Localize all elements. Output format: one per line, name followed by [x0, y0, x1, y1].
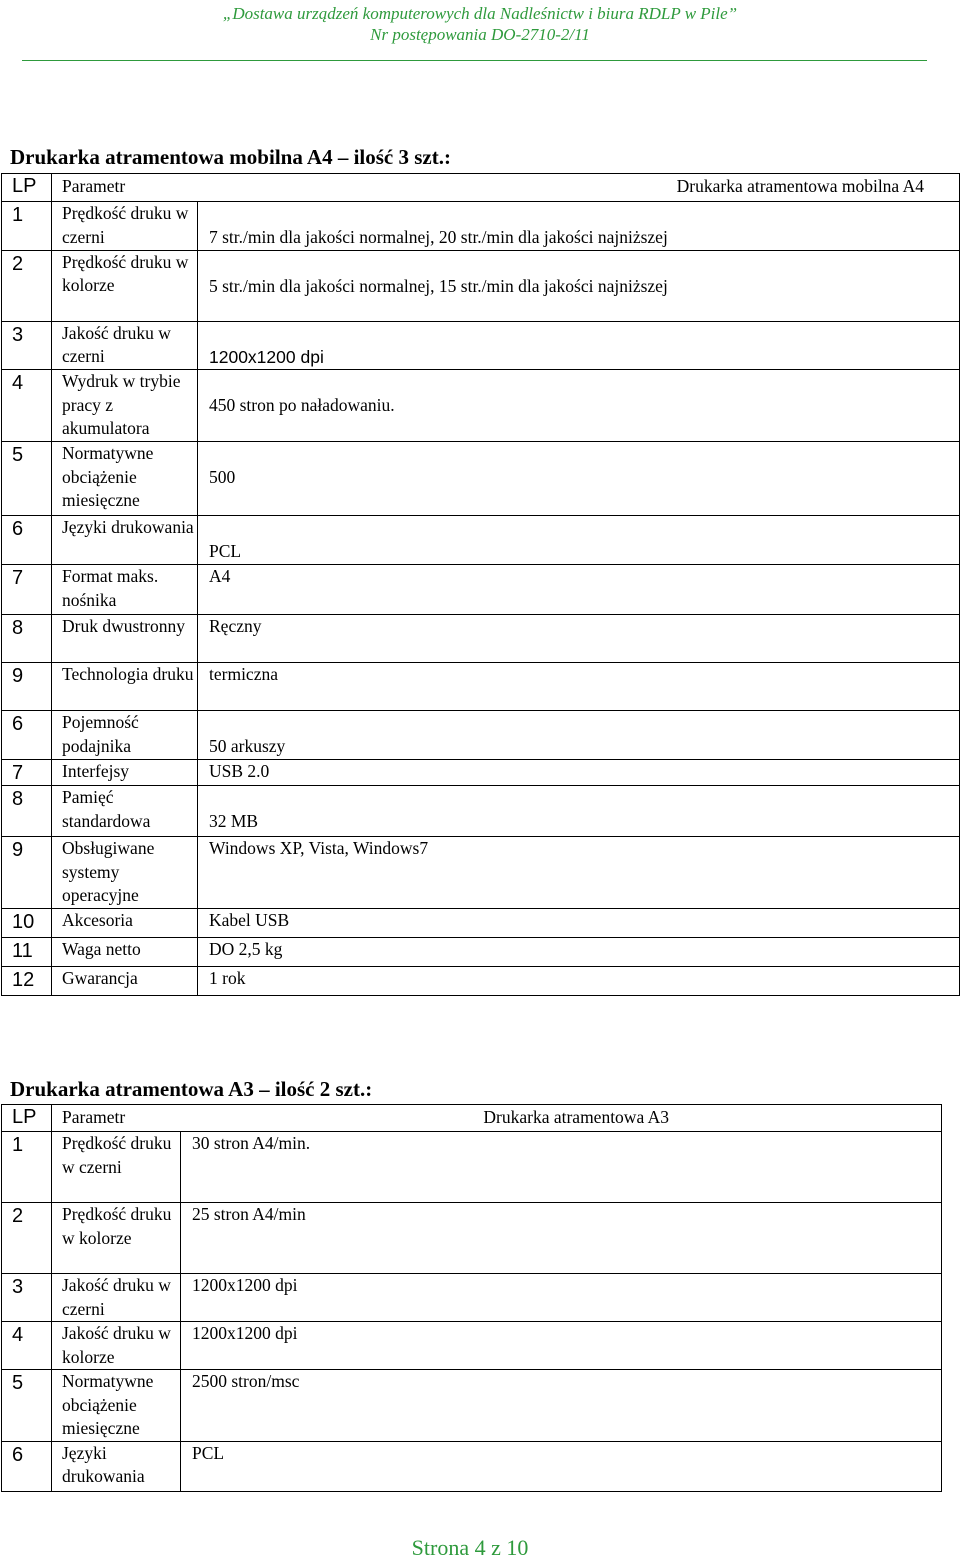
row-param: Prędkość druku w czerni — [52, 202, 198, 251]
row-lp: 8 — [2, 786, 52, 837]
row-value: 7 str./min dla jakości normalnej, 20 str./min dla jakości najniższej — [198, 202, 960, 251]
row-lp: 2 — [2, 250, 52, 321]
table-row — [2, 966, 960, 995]
table-row — [2, 1274, 942, 1322]
row-value: 25 stron A4/min — [181, 1203, 942, 1274]
row-lp: 3 — [2, 321, 52, 370]
row-param: Pamięć standardowa — [52, 786, 198, 837]
row-lp: 6 — [2, 516, 52, 565]
header-divider — [22, 60, 927, 61]
row-lp: 8 — [2, 615, 52, 663]
row-param: Normatywne obciążenie miesięczne — [52, 1370, 181, 1442]
col-param-label: Parametr — [62, 1107, 126, 1127]
row-param: Obsługiwane systemy operacyjne — [52, 837, 198, 909]
row-lp: 5 — [2, 1370, 52, 1442]
table-header-row — [2, 174, 960, 202]
row-param: Jakość druku w kolorze — [52, 1322, 181, 1370]
row-lp: 5 — [2, 442, 52, 516]
table-row — [2, 321, 960, 370]
col-param-header — [52, 1105, 942, 1132]
col-param-header — [52, 174, 960, 202]
row-param: Gwarancja — [52, 966, 198, 995]
row-value: PCL — [181, 1441, 942, 1491]
table-row — [2, 1132, 942, 1203]
table-row — [2, 370, 960, 442]
row-lp: 12 — [2, 966, 52, 995]
table-row — [2, 786, 960, 837]
row-param: Prędkość druku w kolorze — [52, 1203, 181, 1274]
table-row — [2, 202, 960, 251]
row-value: 1200x1200 dpi — [181, 1322, 942, 1370]
row-value: USB 2.0 — [198, 759, 960, 786]
row-lp: 2 — [2, 1203, 52, 1274]
row-lp: 9 — [2, 837, 52, 909]
row-lp: 7 — [2, 565, 52, 615]
table-row — [2, 663, 960, 711]
row-value: 500 — [198, 442, 960, 516]
row-lp: 7 — [2, 759, 52, 786]
table-row — [2, 442, 960, 516]
row-value: DO 2,5 kg — [198, 937, 960, 966]
row-value: 50 arkuszy — [198, 711, 960, 760]
row-lp: 11 — [2, 937, 52, 966]
row-value: Windows XP, Vista, Windows7 — [198, 837, 960, 909]
document-header-title: „Dostawa urządzeń komputerowych dla Nadleśnictw i biura RDLP w Pile” — [222, 4, 738, 23]
row-param: Prędkość druku w kolorze — [52, 250, 198, 321]
row-lp: 6 — [2, 1441, 52, 1491]
table-row — [2, 908, 960, 937]
col-lp-header: LP — [2, 174, 52, 202]
row-param: Normatywne obciążenie miesięczne — [52, 442, 198, 516]
row-value: 450 stron po naładowaniu. — [198, 370, 960, 442]
table-row — [2, 565, 960, 615]
spec-table-mobile-a4 — [1, 173, 960, 996]
row-param: Wydruk w trybie pracy z akumulatora — [52, 370, 198, 442]
row-value: 30 stron A4/min. — [181, 1132, 942, 1203]
row-value: A4 — [198, 565, 960, 615]
row-value: 1200x1200 dpi — [198, 321, 960, 370]
row-lp: 4 — [2, 1322, 52, 1370]
row-lp: 9 — [2, 663, 52, 711]
row-param: Języki drukowania — [52, 516, 198, 565]
row-param: Pojemność podajnika — [52, 711, 198, 760]
col-lp-header: LP — [2, 1105, 52, 1132]
col-value-label: Drukarka atramentowa mobilna A4 — [676, 176, 924, 196]
row-value: termiczna — [198, 663, 960, 711]
row-lp: 1 — [2, 202, 52, 251]
table-row — [2, 1203, 942, 1274]
row-value: 1 rok — [198, 966, 960, 995]
row-param: Technologia druku — [52, 663, 198, 711]
table-row — [2, 837, 960, 909]
table-row — [2, 250, 960, 321]
col-value-label: Drukarka atramentowa A3 — [483, 1107, 670, 1127]
table-row — [2, 1441, 942, 1491]
section1-title: Drukarka atramentowa mobilna A4 – ilość 3 szt.: — [10, 145, 451, 169]
row-value: Ręczny — [198, 615, 960, 663]
table-row — [2, 1322, 942, 1370]
procedure-number: Nr postępowania DO-2710-2/11 — [370, 25, 590, 44]
row-lp: 4 — [2, 370, 52, 442]
row-param: Jakość druku w czerni — [52, 1274, 181, 1322]
row-param: Druk dwustronny — [52, 615, 198, 663]
row-param: Format maks. nośnika — [52, 565, 198, 615]
row-value: Kabel USB — [198, 908, 960, 937]
row-param: Prędkość druku w czerni — [52, 1132, 181, 1203]
row-param: Akcesoria — [52, 908, 198, 937]
section2-title: Drukarka atramentowa A3 – ilość 2 szt.: — [10, 1077, 373, 1101]
row-lp: 10 — [2, 908, 52, 937]
row-value: PCL — [198, 516, 960, 565]
row-value: 1200x1200 dpi — [181, 1274, 942, 1322]
row-param: Języki drukowania — [52, 1441, 181, 1491]
row-param: Jakość druku w czerni — [52, 321, 198, 370]
row-value: 2500 stron/msc — [181, 1370, 942, 1442]
table-row — [2, 759, 960, 786]
table-row — [2, 615, 960, 663]
table-row — [2, 711, 960, 760]
table-header-row — [2, 1105, 942, 1132]
table-row — [2, 937, 960, 966]
row-lp: 6 — [2, 711, 52, 760]
row-lp: 1 — [2, 1132, 52, 1203]
page-number: Strona 4 z 10 — [411, 1535, 529, 1560]
row-lp: 3 — [2, 1274, 52, 1322]
table-row — [2, 516, 960, 565]
row-value: 32 MB — [198, 786, 960, 837]
row-param: Interfejsy — [52, 759, 198, 786]
table-row — [2, 1370, 942, 1442]
row-value: 5 str./min dla jakości normalnej, 15 str./min dla jakości najniższej — [198, 250, 960, 321]
col-param-label: Parametr — [62, 176, 126, 196]
row-param: Waga netto — [52, 937, 198, 966]
spec-table-a3 — [1, 1104, 942, 1492]
